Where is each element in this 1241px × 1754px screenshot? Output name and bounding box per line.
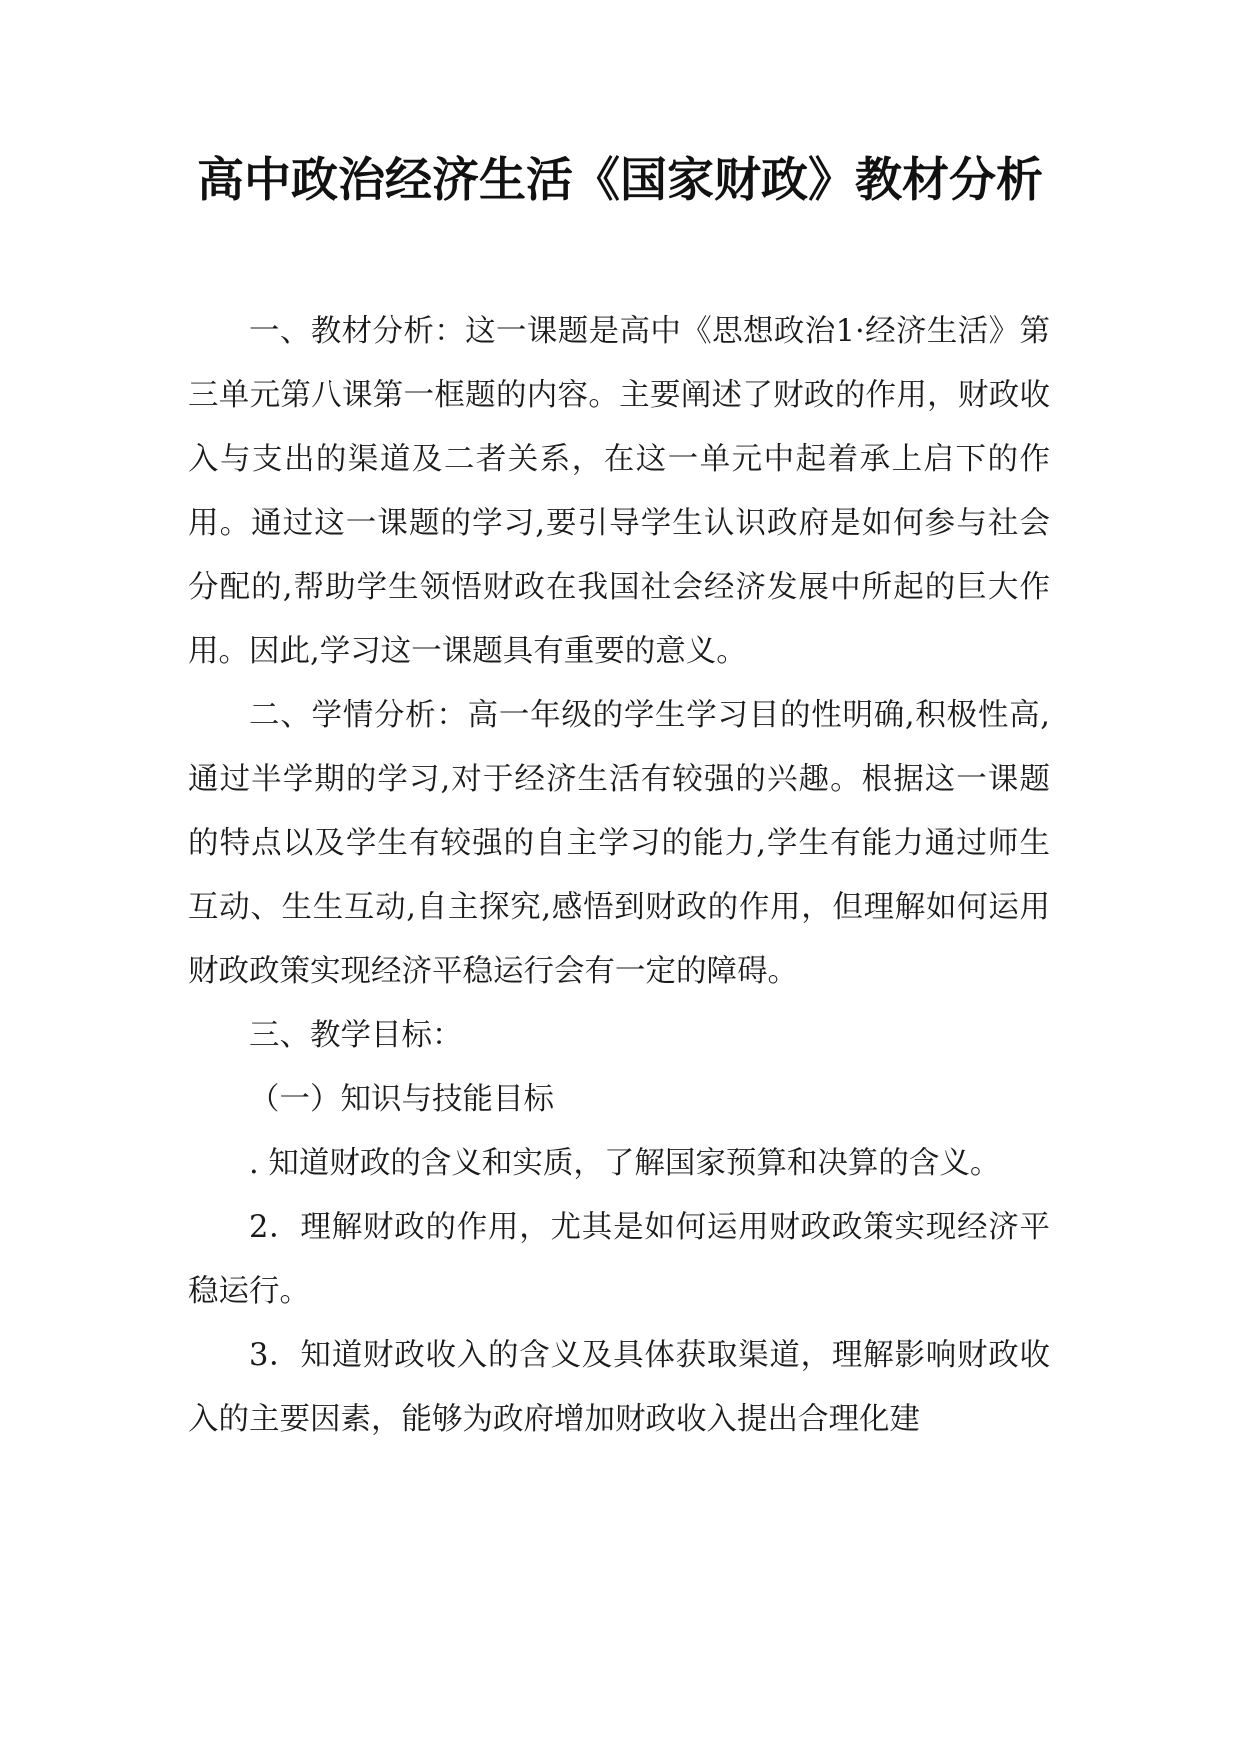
objective-item-3: 3．知道财政收入的含义及具体获取渠道，理解影响财政收入的主要因素，能够为政府增加财政收入提出合理化建 (188, 1338, 1050, 1437)
objective-item-2: 2．理解财政的作用，尤其是如何运用财政政策实现经济平稳运行。 (188, 1210, 1050, 1309)
paragraph-student-analysis: 二、学情分析：高一年级的学生学习目的性明确,积极性高,通过半学期的学习,对于经济生活有较强的兴趣。根据这一课题的特点以及学生有较强的自主学习的能力,学生有能力通过师生互动、生生互动,自主探究,感悟到财政的作用，但理解如何运用财政政策实现经济平稳运行会有一定的障碍。 (188, 698, 1050, 989)
document-body (188, 300, 1050, 1452)
objective-item-1: . 知道财政的含义和实质，了解国家预算和决算的含义。 (249, 1146, 1001, 1181)
heading-teaching-objectives: 三、教学目标： (249, 1018, 463, 1053)
heading-knowledge-skill-objectives: （一）知识与技能目标 (249, 1082, 554, 1117)
document-title: 高中政治经济生活《国家财政》教材分析 (197, 153, 1043, 208)
paragraph-textbook-analysis: 一、教材分析：这一课题是高中《思想政治1·经济生活》第三单元第八课第一框题的内容。主要阐述了财政的作用，财政收入与支出的渠道及二者关系，在这一单元中起着承上启下的作用。通过这一课题的学习,要引导学生认识政府是如何参与社会分配的,帮助学生领悟财政在我国社会经济发展中所起的巨大作用。因此,学习这一课题具有重要的意义。 (188, 314, 1050, 669)
